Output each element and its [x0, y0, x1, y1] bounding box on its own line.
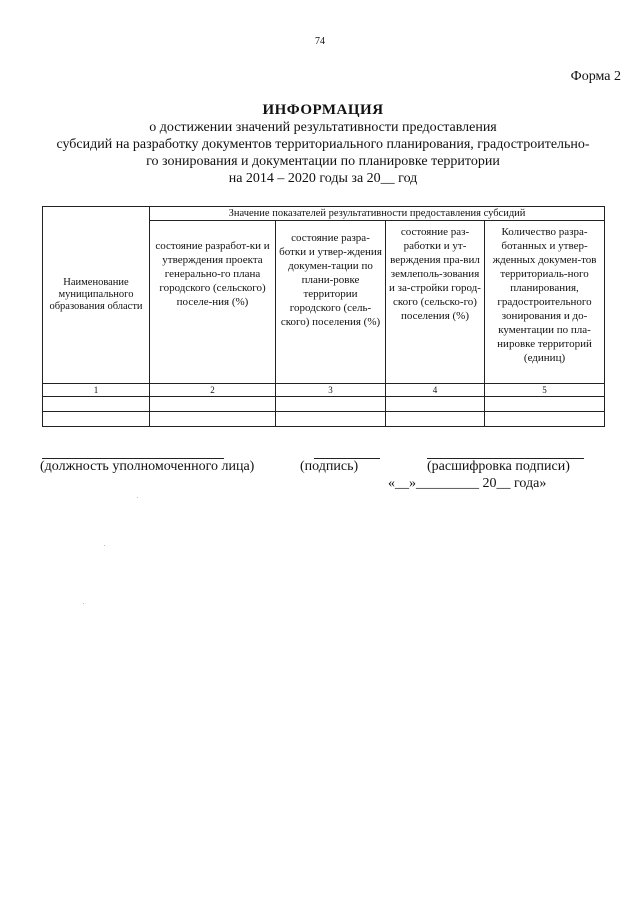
scan-speck [83, 603, 84, 604]
position-label: (должность уполномоченного лица) [40, 459, 255, 474]
table-cell[interactable] [386, 412, 485, 427]
table-row [43, 397, 605, 412]
column-header-2: состояние разработ-ки и утверждения проекта генерально-го плана городского (сельского) поселе-ния (%) [150, 221, 276, 384]
document-subtitle-line-4: на 2014 – 2020 годы за 20__ год [228, 171, 418, 186]
municipality-header: Наименование муниципального образования области [49, 277, 143, 312]
municipality-header-cell [43, 207, 150, 384]
table-row [43, 412, 605, 427]
table-cell[interactable] [43, 412, 150, 427]
group-header-cell [150, 207, 605, 221]
column-number-4: 4 [386, 384, 485, 397]
document-title: ИНФОРМАЦИЯ [262, 102, 384, 118]
scan-speck [104, 545, 105, 546]
column-number-3: 3 [276, 384, 386, 397]
column-number-1: 1 [43, 384, 150, 397]
decoding-label: (расшифровка подписи) [427, 459, 570, 474]
results-table [42, 206, 605, 427]
column-header-4: состояние раз-работки и ут-верждения пра-вил землеполь-зования и за-стройки город-ского (сельско-го) поселения (%) [386, 221, 485, 384]
table-cell[interactable] [276, 412, 386, 427]
table-cell[interactable] [485, 397, 605, 412]
scan-speck [137, 497, 138, 498]
page-number: 74 [315, 36, 325, 47]
table-cell[interactable] [150, 397, 276, 412]
form-label: Форма 2 [570, 69, 621, 84]
table-cell[interactable] [150, 412, 276, 427]
column-number-5: 5 [485, 384, 605, 397]
column-number-2: 2 [150, 384, 276, 397]
document-subtitle-line-3: го зонирования и документации по планировке территории [146, 154, 500, 169]
table-header-row [43, 207, 605, 221]
group-header: Значение показателей результативности предоставления субсидий [228, 207, 526, 219]
table-cell[interactable] [386, 397, 485, 412]
column-header-5: Количество разра-ботанных и утвер-жденных докумен-тов территориаль-ного планирования, градостроительного зонирования и до-кументации по пла-нировке территорий (единиц) [485, 221, 605, 384]
table-cell[interactable] [276, 397, 386, 412]
document-subtitle-line-2: субсидий на разработку документов территориального планирования, градостроительно- [56, 137, 590, 152]
date-line[interactable]: «__»_________ 20__ года» [388, 476, 547, 491]
document-subtitle-line-1: о достижении значений результативности предоставления [149, 120, 497, 135]
table-cell[interactable] [43, 397, 150, 412]
document-header [28, 102, 618, 187]
table-cell[interactable] [485, 412, 605, 427]
column-numbers-row [43, 384, 605, 397]
signature-label: (подпись) [300, 459, 359, 474]
column-header-3: состояние разра-ботки и утвер-ждения докумен-тации по плани-ровке территории городского (сель-ского) поселения (%) [276, 221, 386, 384]
